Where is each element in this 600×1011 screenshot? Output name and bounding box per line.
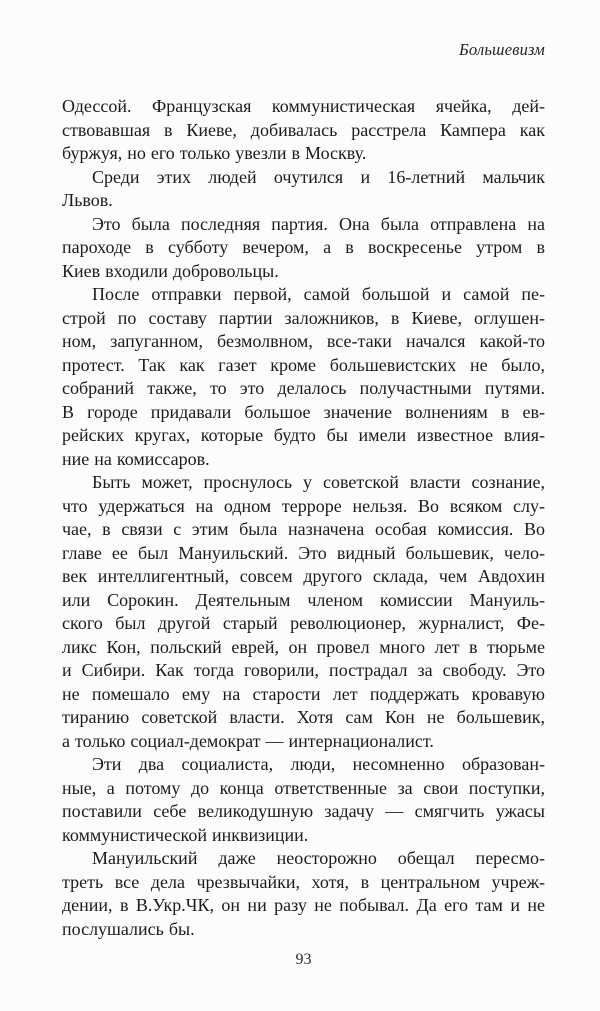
text-line: а только социал-демократ — интернационалист. <box>62 730 434 751</box>
page-number: 93 <box>295 951 312 968</box>
paragraph <box>62 847 545 941</box>
paragraph <box>62 283 545 471</box>
text-line: Львов. <box>62 190 113 210</box>
text-line: Эти два социалиста, люди, несомненно образован- <box>92 754 545 774</box>
text-line: собраний также, то это делалось получастными путями. <box>62 378 545 398</box>
text-line: главе ее был Мануильский. Это видный большевик, чело- <box>62 542 545 563</box>
text-line: Среди этих людей очутился и 16-летний мальчик <box>92 166 545 187</box>
text-line: и Сибири. Как тогда говорили, пострадал за свободу. Это <box>62 660 545 680</box>
text-line: ние на комиссаров. <box>62 448 210 469</box>
text-line: Одессой. Французская коммунистическая ячейка, дей- <box>62 96 545 116</box>
paragraph <box>62 753 545 847</box>
text-line: коммунистической инквизиции. <box>62 824 309 845</box>
paragraph <box>62 213 545 284</box>
text-line: ликс Кон, польский еврей, он провел много лет в тюрьме <box>62 636 545 657</box>
text-line: век интеллигентный, совсем другого склада, чем Авдохин <box>62 566 545 586</box>
text-line: После отправки первой, самой большой и самой пе- <box>92 284 545 304</box>
text-line: Быть может, проснулось у советской власти сознание, <box>92 472 545 492</box>
text-line: Киев входили добровольцы. <box>62 260 279 281</box>
text-line: дении, в В.Укр.ЧК, он ни разу не побывал. Да его там и не <box>62 895 545 915</box>
paragraph <box>62 166 545 213</box>
text-line: ном, запуганном, безмолвном, все-таки начался какой-то <box>62 331 545 351</box>
text-line: пароходе в субботу вечером, а в воскресенье утром в <box>62 237 545 257</box>
text-line: послушались бы. <box>62 918 195 939</box>
running-header: Большевизм <box>458 40 545 59</box>
text-line: ные, а потому до конца ответственные за свои поступки, <box>62 777 545 798</box>
text-line: или Сорокин. Деятельным членом комиссии Мануиль- <box>62 589 545 610</box>
paragraph <box>62 471 545 753</box>
paragraph <box>62 95 545 166</box>
text-line: чае, в связи с этим была назначена особая комиссия. Во <box>62 519 545 539</box>
text-line: рейских кругах, которые будто бы имели известное влия- <box>62 425 545 445</box>
text-line: не помешало ему на старости лет поддержать кровавую <box>62 683 545 704</box>
text-line: Это была последняя партия. Она была отправлена на <box>92 213 545 234</box>
text-line: Мануильский даже неосторожно обещал пересмо- <box>92 848 545 868</box>
text-line: буржуя, но его только увезли в Москву. <box>62 143 367 163</box>
text-line: тиранию советской власти. Хотя сам Кон не большевик, <box>62 707 545 727</box>
text-block <box>62 95 545 941</box>
text-line: ского был другой старый революционер, журналист, Фе- <box>62 613 545 633</box>
text-line: В городе придавали большое значение волнениям в ев- <box>62 401 545 422</box>
text-line: строй по составу партии заложников, в Киеве, оглушен- <box>62 307 545 328</box>
text-line: поставили себе великодушную задачу — смягчить ужасы <box>62 801 545 821</box>
text-line: протест. Так как газет кроме большевистских не было, <box>62 354 545 375</box>
text-line: что удержаться на одном терроре нельзя. Во всяком слу- <box>62 495 545 516</box>
text-line: треть все дела чрезвычайки, хотя, в центральном учреж- <box>62 871 545 892</box>
text-line: ствовавшая в Киеве, добивалась расстрела Кампера как <box>62 119 545 140</box>
